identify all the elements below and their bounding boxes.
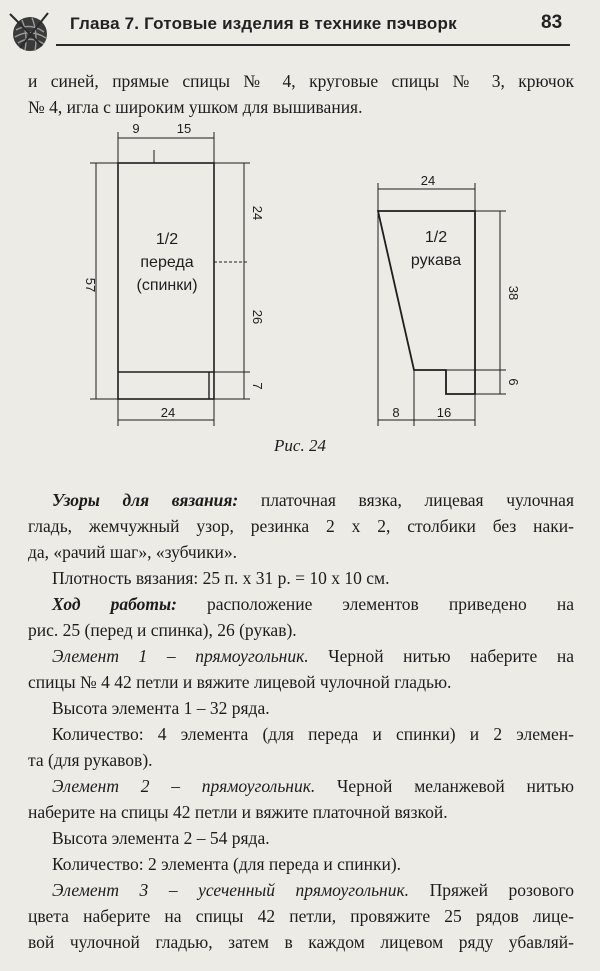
patterns-line-1 bbox=[52, 487, 574, 513]
density-line: Плотность вязания: 25 п. х 31 р. = 10 х 10 см. bbox=[52, 568, 390, 588]
element3-line-3: вой чулочной гладью, затем в каждом лицевом ряду убавляй- bbox=[28, 932, 574, 952]
element3-label: Элемент 3 – усеченный прямоугольник. bbox=[52, 880, 410, 900]
front-back-label-3: (спинки) bbox=[136, 277, 198, 294]
element2-line-1 bbox=[52, 773, 574, 799]
figure-24-diagram bbox=[0, 0, 600, 440]
element2-qty: Количество: 2 элемента (для переда и спинки). bbox=[52, 854, 402, 874]
sleeve-dim-bottom-left: 8 bbox=[392, 405, 400, 420]
sleeve-label-1: 1/2 bbox=[424, 229, 448, 246]
dim-top-left: 9 bbox=[132, 121, 140, 136]
progress-line-1 bbox=[52, 591, 574, 617]
page-number: 83 bbox=[541, 12, 563, 33]
progress-line-2: рис. 25 (перед и спинка), 26 (рукав). bbox=[28, 620, 297, 640]
dim-right-middle: 26 bbox=[250, 309, 265, 325]
sleeve-dim-top: 24 bbox=[420, 173, 436, 188]
patterns-line-3: да, «рачий шаг», «зубчики». bbox=[28, 542, 238, 562]
front-back-label-1: 1/2 bbox=[155, 231, 179, 248]
element2-height: Высота элемента 2 – 54 ряда. bbox=[52, 828, 270, 848]
element2-label: Элемент 2 – прямоугольник. bbox=[52, 776, 316, 796]
sleeve-dim-height: 38 bbox=[506, 285, 521, 301]
intro-line-2: № 4, игла с широким ушком для вышивания. bbox=[28, 97, 363, 117]
element1-line-1 bbox=[52, 643, 574, 669]
element1-label: Элемент 1 – прямоугольник. bbox=[52, 646, 309, 666]
sleeve-dim-step: 6 bbox=[506, 378, 521, 386]
chapter-title: Глава 7. Готовые изделия в технике пэчворк bbox=[70, 14, 457, 33]
patterns-text-1: платочная вязка, лицевая чулочная bbox=[238, 490, 574, 510]
progress-text-1: расположение элементов приведено на bbox=[176, 594, 574, 614]
element3-line-2: цвета наберите на спицы 42 петли, провяжите 25 рядов лице- bbox=[28, 906, 574, 926]
progress-label: Ход работы: bbox=[52, 594, 177, 614]
dim-bottom: 24 bbox=[160, 405, 176, 420]
intro-line-1: и синей, прямые спицы № 4, круговые спицы № 3, крючок bbox=[28, 71, 574, 91]
element3-text-1: Пряжей розового bbox=[409, 880, 574, 900]
patterns-label: Узоры для вязания: bbox=[52, 490, 239, 510]
element3-line-1 bbox=[52, 877, 574, 903]
sleeve-label-2: рукава bbox=[410, 252, 462, 269]
front-back-piece bbox=[83, 121, 265, 426]
dim-right-lower: 7 bbox=[250, 382, 265, 390]
figure-caption: Рис. 24 bbox=[274, 436, 326, 455]
dim-height-total: 57 bbox=[83, 277, 98, 293]
element1-height: Высота элемента 1 – 32 ряда. bbox=[52, 698, 270, 718]
dim-top-right: 15 bbox=[176, 121, 192, 136]
element1-text-1: Черной нитью наберите на bbox=[308, 646, 574, 666]
sleeve-piece bbox=[378, 173, 521, 426]
patterns-line-2: гладь, жемчужный узор, резинка 2 х 2, столбики без наки- bbox=[28, 516, 574, 536]
element1-line-2: спицы № 4 42 петли и вяжите лицевой чулочной гладью. bbox=[28, 672, 452, 692]
element1-qty-line-1: Количество: 4 элемента (для переда и спинки) и 2 элемен- bbox=[52, 724, 574, 744]
element2-text-1: Черной меланжевой нитью bbox=[315, 776, 574, 796]
sleeve-dim-bottom-right: 16 bbox=[436, 405, 452, 420]
element2-line-2: наберите на спицы 42 петли и вяжите платочной вязкой. bbox=[28, 802, 448, 822]
dim-right-upper: 24 bbox=[250, 205, 265, 221]
front-back-label-2: переда bbox=[140, 254, 194, 271]
element1-qty-line-2: та (для рукавов). bbox=[28, 750, 153, 770]
